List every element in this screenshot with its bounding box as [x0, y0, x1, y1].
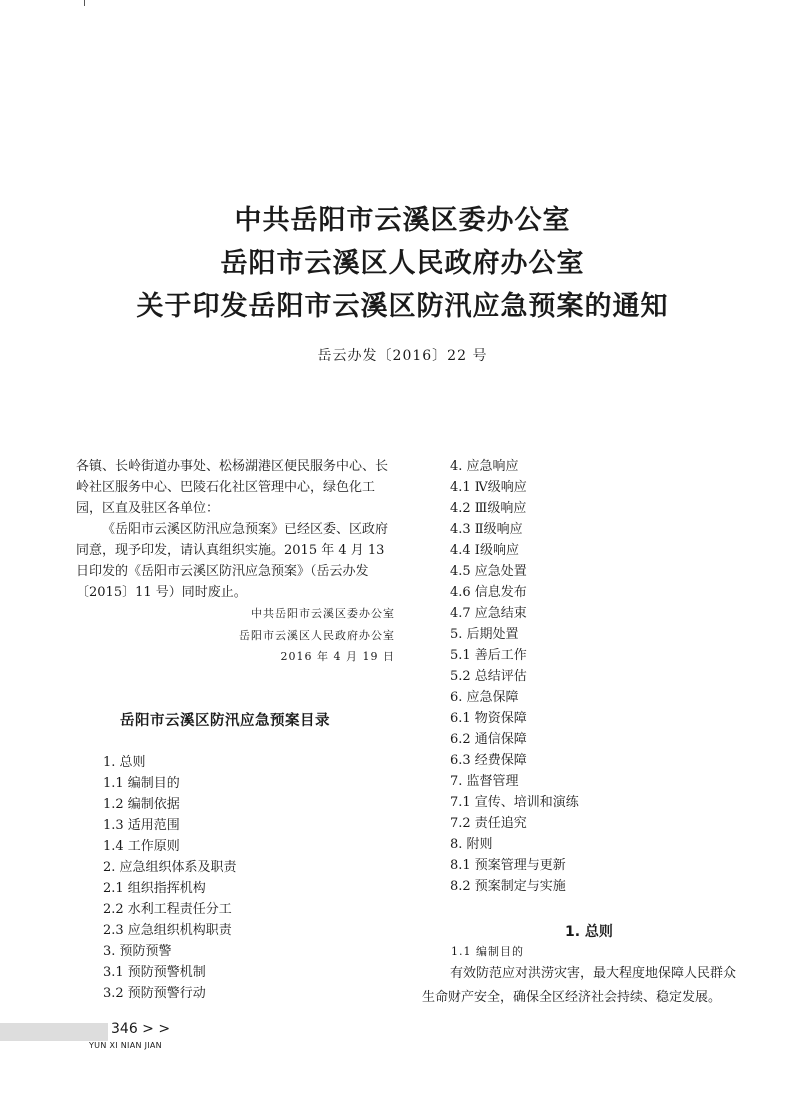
toc-item: 5.2 总结评估 — [450, 669, 527, 684]
toc-right-list — [450, 456, 579, 897]
toc-item: 3.1 预防预警机制 — [103, 965, 206, 980]
toc-item: 4.6 信息发布 — [450, 585, 527, 600]
toc-item: 1.3 适用范围 — [103, 818, 180, 833]
toc-item: 4.4 Ⅰ级响应 — [450, 543, 519, 558]
toc-item: 5.1 善后工作 — [450, 648, 527, 663]
toc-item: 1. 总则 — [103, 755, 146, 770]
signature-date: 2016 年 4 月 19 日 — [280, 650, 395, 663]
toc-item: 8.1 预案管理与更新 — [450, 858, 566, 873]
toc-item: 7.1 宣传、培训和演练 — [450, 795, 579, 810]
toc-item: 2. 应急组织体系及职责 — [103, 860, 237, 875]
notice-body — [76, 456, 396, 603]
title-line-3: 关于印发岳阳市云溪区防汛应急预案的通知 — [136, 291, 669, 322]
toc-item: 6.3 经费保障 — [450, 753, 527, 768]
toc-item: 6.1 物资保障 — [450, 711, 527, 726]
title-line-2: 岳阳市云溪区人民政府办公室 — [220, 248, 585, 279]
toc-item: 4.5 应急处置 — [450, 564, 527, 579]
notice-text: 《岳阳市云溪区防汛应急预案》已经区委、区政府同意，现予印发，请认真组织实施。2015 年 4 月 13 日印发的《岳阳市云溪区防汛应急预案》（岳云办发〔2015〕11 号）同时废止。 — [76, 522, 389, 600]
toc-item: 3.2 预防预警行动 — [103, 986, 206, 1001]
signature-government-office: 岳阳市云溪区人民政府办公室 — [239, 629, 395, 642]
toc-item: 7.2 责任追究 — [450, 816, 527, 831]
toc-item: 6.2 通信保障 — [450, 732, 527, 747]
toc-item: 2.1 组织指挥机构 — [103, 881, 206, 896]
subsection-heading: 1.1 编制目的 — [451, 945, 524, 958]
recipients: 各镇、长岭街道办事处、松杨湖港区便民服务中心、长岭社区服务中心、巴陵石化社区管理中心，绿色化工园，区直及驻区各单位： — [76, 459, 389, 516]
toc-item: 5. 后期处置 — [450, 627, 519, 642]
title-line-1: 中共岳阳市云溪区委办公室 — [234, 205, 571, 236]
toc-item: 4.2 Ⅲ级响应 — [450, 501, 527, 516]
toc-item: 2.2 水利工程责任分工 — [103, 902, 232, 917]
toc-item: 1.2 编制依据 — [103, 797, 180, 812]
toc-item: 3. 预防预警 — [103, 944, 172, 959]
toc-item: 7. 监督管理 — [450, 774, 519, 789]
toc-item: 1.4 工作原则 — [103, 839, 180, 854]
section-body-text: 有效防范应对洪涝灾害，最大程度地保障人民群众生命财产安全，确保全区经济社会持续、稳定发展。 — [422, 966, 737, 1005]
toc-item: 6. 应急保障 — [450, 690, 519, 705]
toc-item: 4.1 Ⅳ级响应 — [450, 480, 527, 495]
toc-item: 4.3 Ⅱ级响应 — [450, 522, 523, 537]
toc-title: 岳阳市云溪区防汛应急预案目录 — [120, 713, 330, 729]
toc-item: 8. 附则 — [450, 837, 493, 852]
toc-item: 1.1 编制目的 — [103, 776, 180, 791]
signature-party-office: 中共岳阳市云溪区委办公室 — [251, 607, 395, 620]
toc-item: 2.3 应急组织机构职责 — [103, 923, 232, 938]
toc-item: 8.2 预案制定与实施 — [450, 879, 566, 894]
corner-mark — [84, 0, 85, 6]
footer-bar — [0, 1023, 108, 1041]
toc-left-list — [103, 752, 237, 1004]
toc-item: 4. 应急响应 — [450, 459, 519, 474]
journal-name: YUN XI NIAN JIAN — [89, 1041, 162, 1050]
section-heading: 1. 总则 — [565, 924, 613, 940]
toc-item: 4.7 应急结束 — [450, 606, 527, 621]
document-number: 岳云办发〔2016〕22 号 — [317, 348, 488, 364]
page-number: 346 > > — [111, 1021, 171, 1037]
